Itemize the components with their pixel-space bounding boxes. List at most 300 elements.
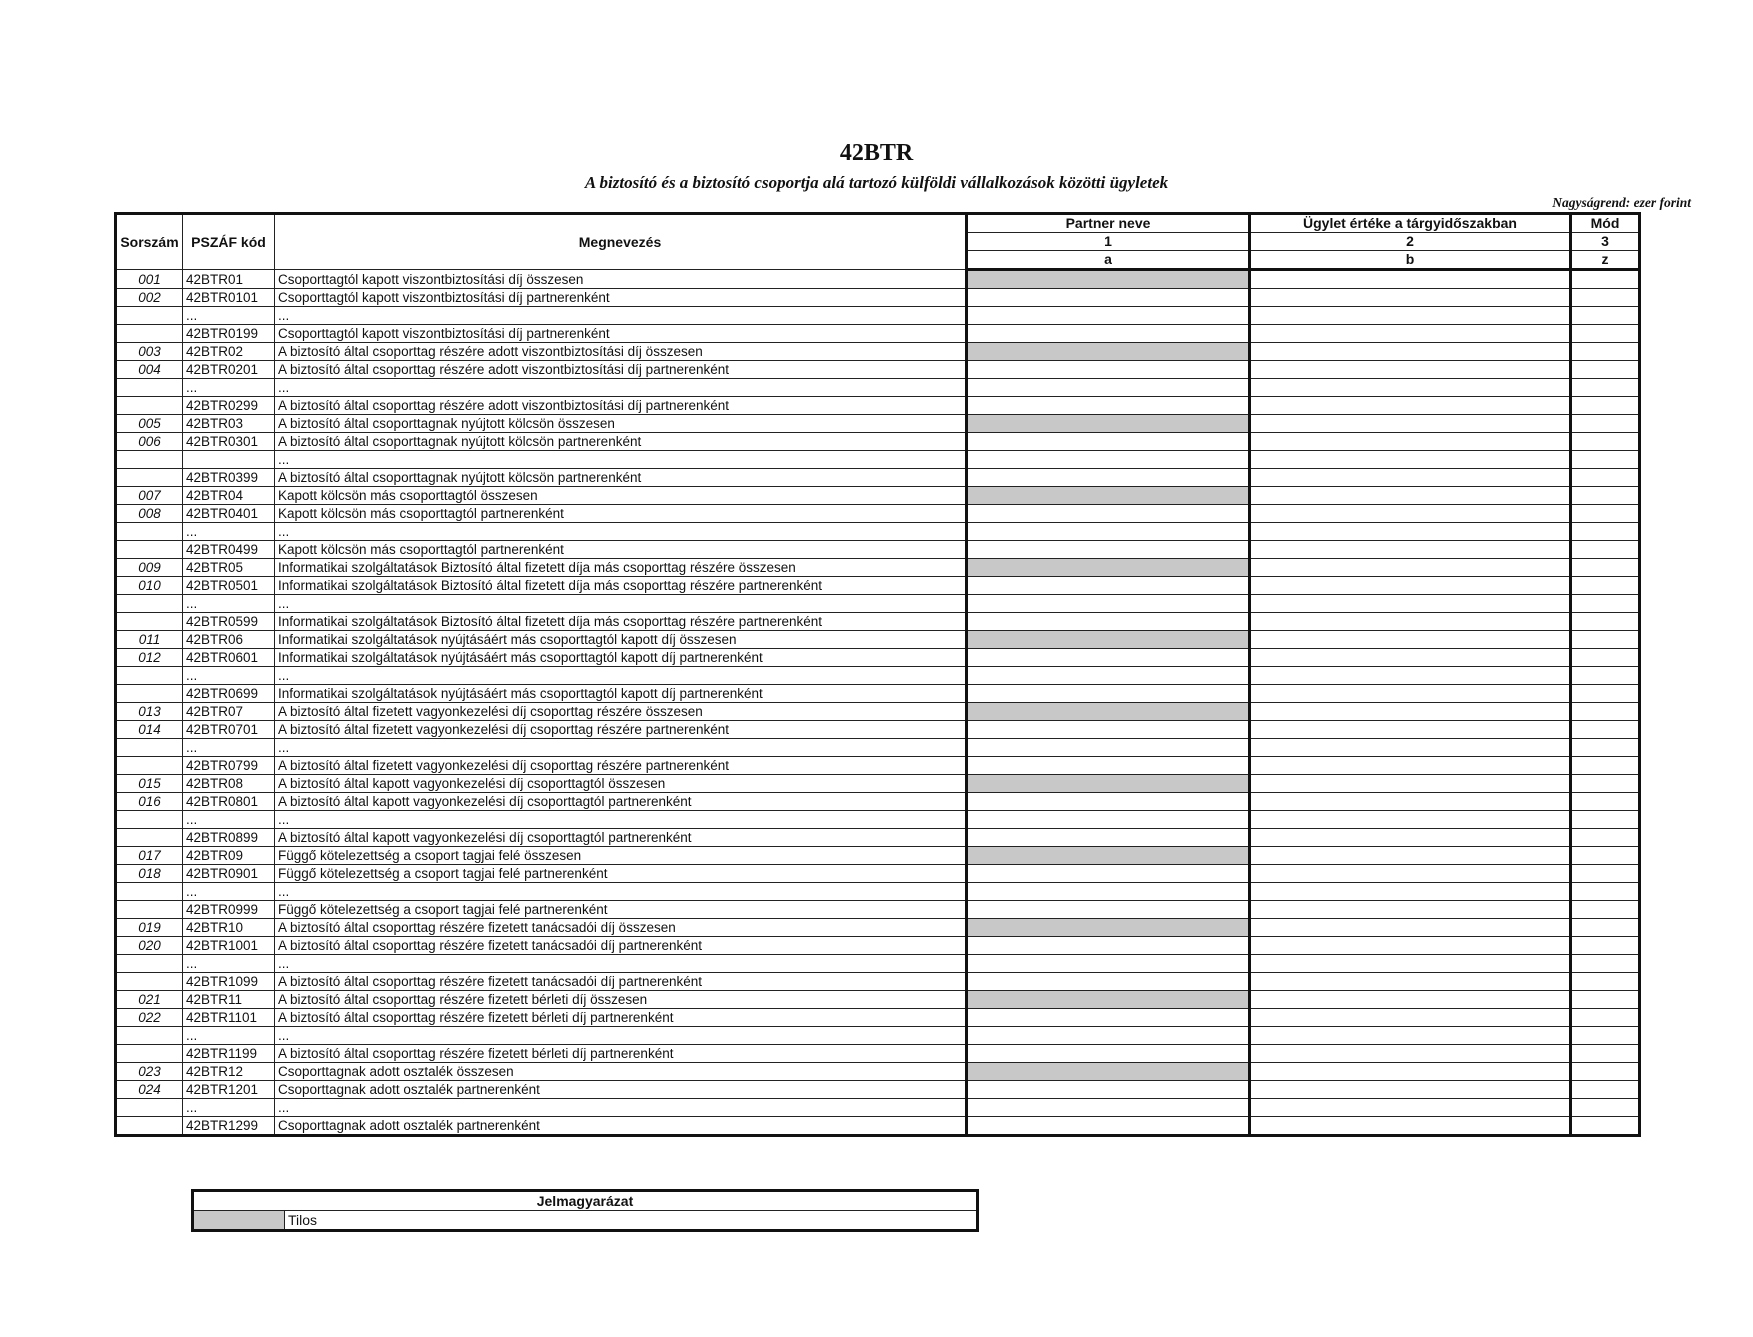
row-megnevezes: Függő kötelezettség a csoport tagjai felé partnerenként <box>275 865 967 883</box>
row-mod-cell[interactable] <box>1571 469 1640 487</box>
table-row <box>116 541 1640 559</box>
row-pszaf-kod: 42BTR1001 <box>183 937 275 955</box>
row-mod-cell[interactable] <box>1571 919 1640 937</box>
row-pszaf-kod: 42BTR10 <box>183 919 275 937</box>
row-partner-cell[interactable] <box>967 685 1250 703</box>
row-partner-cell-forbidden <box>967 991 1250 1009</box>
row-mod-cell[interactable] <box>1571 487 1640 505</box>
row-sorszam <box>116 595 183 613</box>
table-row <box>116 451 1640 469</box>
row-megnevezes: A biztosító által csoporttag részére adott viszontbiztosítási díj partnerenként <box>275 397 967 415</box>
row-mod-cell[interactable] <box>1571 757 1640 775</box>
row-value-cell[interactable] <box>1250 829 1571 847</box>
row-mod-cell[interactable] <box>1571 415 1640 433</box>
row-sorszam: 020 <box>116 937 183 955</box>
row-partner-cell-forbidden <box>967 1063 1250 1081</box>
row-partner-cell[interactable] <box>967 955 1250 973</box>
row-megnevezes: A biztosító által csoporttag részére fizetett bérleti díj partnerenként <box>275 1009 967 1027</box>
table-row <box>116 613 1640 631</box>
row-value-cell[interactable] <box>1250 505 1571 523</box>
row-value-cell[interactable] <box>1250 487 1571 505</box>
row-pszaf-kod: 42BTR0801 <box>183 793 275 811</box>
row-sorszam <box>116 955 183 973</box>
row-sorszam <box>116 325 183 343</box>
row-pszaf-kod: ... <box>183 307 275 325</box>
row-megnevezes: A biztosító által csoporttag részére adott viszontbiztosítási díj összesen <box>275 343 967 361</box>
row-sorszam <box>116 1027 183 1045</box>
row-mod-cell[interactable] <box>1571 1045 1640 1063</box>
row-value-cell[interactable] <box>1250 667 1571 685</box>
row-pszaf-kod: 42BTR0301 <box>183 433 275 451</box>
report-table <box>114 212 1641 1137</box>
row-value-cell[interactable] <box>1250 955 1571 973</box>
row-partner-cell-forbidden <box>967 919 1250 937</box>
row-partner-cell[interactable] <box>967 469 1250 487</box>
row-value-cell[interactable] <box>1250 703 1571 721</box>
header-col-num-2: 2 <box>1250 233 1571 251</box>
row-megnevezes: ... <box>275 667 967 685</box>
row-sorszam: 014 <box>116 721 183 739</box>
row-sorszam: 003 <box>116 343 183 361</box>
table-row <box>116 433 1640 451</box>
row-partner-cell[interactable] <box>967 757 1250 775</box>
row-value-cell[interactable] <box>1250 901 1571 919</box>
table-row <box>116 991 1640 1009</box>
header-col-num-3: 3 <box>1571 233 1640 251</box>
table-row <box>116 289 1640 307</box>
row-megnevezes: ... <box>275 1099 967 1117</box>
table-row <box>116 1009 1640 1027</box>
unit-note: Nagyságrend: ezer forint <box>1552 195 1691 210</box>
row-value-cell[interactable] <box>1250 559 1571 577</box>
table-row <box>116 955 1640 973</box>
row-mod-cell[interactable] <box>1571 937 1640 955</box>
row-sorszam: 012 <box>116 649 183 667</box>
row-partner-cell-forbidden <box>967 775 1250 793</box>
row-value-cell[interactable] <box>1250 919 1571 937</box>
row-mod-cell[interactable] <box>1571 1099 1640 1117</box>
header-partner-neve: Partner neve <box>967 214 1250 233</box>
row-mod-cell[interactable] <box>1571 721 1640 739</box>
row-value-cell[interactable] <box>1250 757 1571 775</box>
row-value-cell[interactable] <box>1250 739 1571 757</box>
row-mod-cell[interactable] <box>1571 1081 1640 1099</box>
row-megnevezes: Informatikai szolgáltatások nyújtásáért más csoporttagtól kapott díj partnerenként <box>275 649 967 667</box>
row-mod-cell[interactable] <box>1571 361 1640 379</box>
row-value-cell[interactable] <box>1250 415 1571 433</box>
row-partner-cell[interactable] <box>967 901 1250 919</box>
row-megnevezes: ... <box>275 811 967 829</box>
row-pszaf-kod: 42BTR1199 <box>183 1045 275 1063</box>
row-mod-cell[interactable] <box>1571 559 1640 577</box>
row-value-cell[interactable] <box>1250 307 1571 325</box>
row-mod-cell[interactable] <box>1571 865 1640 883</box>
row-mod-cell[interactable] <box>1571 1009 1640 1027</box>
row-value-cell[interactable] <box>1250 1045 1571 1063</box>
row-mod-cell[interactable] <box>1571 829 1640 847</box>
row-sorszam <box>116 469 183 487</box>
row-megnevezes: A biztosító által fizetett vagyonkezelési díj csoporttag részére partnerenként <box>275 757 967 775</box>
row-partner-cell[interactable] <box>967 1027 1250 1045</box>
header-sorszam: Sorszám <box>116 214 183 270</box>
row-mod-cell[interactable] <box>1571 523 1640 541</box>
row-pszaf-kod: 42BTR0899 <box>183 829 275 847</box>
row-mod-cell[interactable] <box>1571 433 1640 451</box>
legend-title: Jelmagyarázat <box>193 1191 978 1211</box>
row-pszaf-kod: ... <box>183 1099 275 1117</box>
row-megnevezes: A biztosító által kapott vagyonkezelési díj csoporttagtól partnerenként <box>275 793 967 811</box>
row-pszaf-kod: ... <box>183 739 275 757</box>
row-megnevezes: ... <box>275 379 967 397</box>
table-row <box>116 325 1640 343</box>
row-mod-cell[interactable] <box>1571 685 1640 703</box>
row-mod-cell[interactable] <box>1571 270 1640 289</box>
table-row <box>116 919 1640 937</box>
table-row <box>116 415 1640 433</box>
row-partner-cell[interactable] <box>967 451 1250 469</box>
table-row <box>116 883 1640 901</box>
table-row <box>116 901 1640 919</box>
row-mod-cell[interactable] <box>1571 847 1640 865</box>
row-mod-cell[interactable] <box>1571 505 1640 523</box>
row-pszaf-kod: ... <box>183 667 275 685</box>
row-pszaf-kod: 42BTR0601 <box>183 649 275 667</box>
row-megnevezes: Csoporttagtól kapott viszontbiztosítási díj partnerenként <box>275 289 967 307</box>
row-mod-cell[interactable] <box>1571 325 1640 343</box>
row-value-cell[interactable] <box>1250 973 1571 991</box>
row-sorszam: 001 <box>116 270 183 289</box>
row-mod-cell[interactable] <box>1571 631 1640 649</box>
row-mod-cell[interactable] <box>1571 775 1640 793</box>
row-value-cell[interactable] <box>1250 1009 1571 1027</box>
row-value-cell[interactable] <box>1250 991 1571 1009</box>
row-megnevezes: Kapott kölcsön más csoporttagtól összesen <box>275 487 967 505</box>
row-value-cell[interactable] <box>1250 1117 1571 1136</box>
row-partner-cell[interactable] <box>967 937 1250 955</box>
row-sorszam: 022 <box>116 1009 183 1027</box>
row-value-cell[interactable] <box>1250 361 1571 379</box>
table-row <box>116 811 1640 829</box>
row-partner-cell[interactable] <box>967 523 1250 541</box>
row-mod-cell[interactable] <box>1571 883 1640 901</box>
row-sorszam <box>116 397 183 415</box>
row-pszaf-kod: ... <box>183 811 275 829</box>
row-value-cell[interactable] <box>1250 379 1571 397</box>
row-pszaf-kod: 42BTR05 <box>183 559 275 577</box>
row-megnevezes: Csoporttagnak adott osztalék partnerenként <box>275 1081 967 1099</box>
row-megnevezes: A biztosító által csoporttag részére fizetett bérleti díj partnerenként <box>275 1045 967 1063</box>
row-pszaf-kod: ... <box>183 1027 275 1045</box>
row-partner-cell[interactable] <box>967 883 1250 901</box>
row-partner-cell[interactable] <box>967 1081 1250 1099</box>
table-row <box>116 739 1640 757</box>
row-pszaf-kod: 42BTR0799 <box>183 757 275 775</box>
row-sorszam: 005 <box>116 415 183 433</box>
table-row <box>116 1117 1640 1136</box>
row-pszaf-kod: 42BTR0201 <box>183 361 275 379</box>
row-mod-cell[interactable] <box>1571 595 1640 613</box>
row-pszaf-kod: ... <box>183 883 275 901</box>
row-partner-cell[interactable] <box>967 613 1250 631</box>
row-pszaf-kod: 42BTR0499 <box>183 541 275 559</box>
row-mod-cell[interactable] <box>1571 739 1640 757</box>
row-partner-cell-forbidden <box>967 847 1250 865</box>
row-value-cell[interactable] <box>1250 1027 1571 1045</box>
row-mod-cell[interactable] <box>1571 793 1640 811</box>
row-mod-cell[interactable] <box>1571 649 1640 667</box>
table-row <box>116 865 1640 883</box>
row-megnevezes: Csoporttagnak adott osztalék összesen <box>275 1063 967 1081</box>
row-partner-cell[interactable] <box>967 865 1250 883</box>
row-partner-cell[interactable] <box>967 1099 1250 1117</box>
table-row <box>116 1045 1640 1063</box>
header-ugylet-erteke: Ügylet értéke a tárgyidőszakban <box>1250 214 1571 233</box>
row-pszaf-kod: 42BTR0599 <box>183 613 275 631</box>
table-row <box>116 505 1640 523</box>
row-value-cell[interactable] <box>1250 721 1571 739</box>
header-col-letter-z: z <box>1571 251 1640 270</box>
row-megnevezes: A biztosító által kapott vagyonkezelési díj csoporttagtól partnerenként <box>275 829 967 847</box>
row-pszaf-kod: 42BTR02 <box>183 343 275 361</box>
row-sorszam: 018 <box>116 865 183 883</box>
legend-label-tilos: Tilos <box>285 1211 978 1231</box>
row-sorszam: 010 <box>116 577 183 595</box>
row-value-cell[interactable] <box>1250 631 1571 649</box>
row-megnevezes: A biztosító által csoporttagnak nyújtott kölcsön összesen <box>275 415 967 433</box>
row-value-cell[interactable] <box>1250 595 1571 613</box>
row-megnevezes: Csoporttagtól kapott viszontbiztosítási díj partnerenként <box>275 325 967 343</box>
row-value-cell[interactable] <box>1250 1081 1571 1099</box>
row-value-cell[interactable] <box>1250 649 1571 667</box>
row-value-cell[interactable] <box>1250 793 1571 811</box>
legend-swatch-gray <box>193 1211 285 1231</box>
row-sorszam <box>116 883 183 901</box>
row-megnevezes: Függő kötelezettség a csoport tagjai felé összesen <box>275 847 967 865</box>
row-sorszam: 019 <box>116 919 183 937</box>
row-pszaf-kod: 42BTR0399 <box>183 469 275 487</box>
row-value-cell[interactable] <box>1250 811 1571 829</box>
row-value-cell[interactable] <box>1250 1099 1571 1117</box>
row-sorszam <box>116 667 183 685</box>
row-megnevezes: Csoporttagnak adott osztalék partnerenként <box>275 1117 967 1136</box>
legend-table <box>191 1189 979 1232</box>
row-sorszam <box>116 1099 183 1117</box>
row-pszaf-kod: 42BTR0501 <box>183 577 275 595</box>
row-mod-cell[interactable] <box>1571 343 1640 361</box>
row-pszaf-kod: 42BTR0701 <box>183 721 275 739</box>
row-sorszam <box>116 757 183 775</box>
row-value-cell[interactable] <box>1250 577 1571 595</box>
row-megnevezes: A biztosító által fizetett vagyonkezelési díj csoporttag részére összesen <box>275 703 967 721</box>
row-mod-cell[interactable] <box>1571 901 1640 919</box>
row-partner-cell[interactable] <box>967 721 1250 739</box>
row-pszaf-kod: 42BTR0901 <box>183 865 275 883</box>
table-row <box>116 307 1640 325</box>
row-pszaf-kod: 42BTR07 <box>183 703 275 721</box>
row-mod-cell[interactable] <box>1571 1117 1640 1136</box>
row-partner-cell[interactable] <box>967 739 1250 757</box>
row-value-cell[interactable] <box>1250 469 1571 487</box>
row-mod-cell[interactable] <box>1571 991 1640 1009</box>
row-partner-cell[interactable] <box>967 973 1250 991</box>
table-row <box>116 721 1640 739</box>
row-value-cell[interactable] <box>1250 523 1571 541</box>
row-value-cell[interactable] <box>1250 613 1571 631</box>
row-pszaf-kod: 42BTR0199 <box>183 325 275 343</box>
row-mod-cell[interactable] <box>1571 667 1640 685</box>
row-sorszam <box>116 523 183 541</box>
row-mod-cell[interactable] <box>1571 397 1640 415</box>
row-megnevezes: Csoporttagtól kapott viszontbiztosítási díj összesen <box>275 270 967 289</box>
row-mod-cell[interactable] <box>1571 379 1640 397</box>
row-partner-cell[interactable] <box>967 325 1250 343</box>
row-pszaf-kod: 42BTR1101 <box>183 1009 275 1027</box>
row-partner-cell[interactable] <box>967 397 1250 415</box>
table-row <box>116 649 1640 667</box>
row-mod-cell[interactable] <box>1571 613 1640 631</box>
table-row <box>116 667 1640 685</box>
row-megnevezes: A biztosító által csoporttag részére adott viszontbiztosítási díj partnerenként <box>275 361 967 379</box>
row-megnevezes: Informatikai szolgáltatások Biztosító által fizetett díja más csoporttag részére partnerenként <box>275 613 967 631</box>
row-sorszam: 011 <box>116 631 183 649</box>
row-partner-cell[interactable] <box>967 577 1250 595</box>
row-partner-cell-forbidden <box>967 343 1250 361</box>
row-value-cell[interactable] <box>1250 847 1571 865</box>
table-row <box>116 523 1640 541</box>
page-subtitle: A biztosító és a biztosító csoportja alá tartozó külföldi vállalkozások közötti ügyletek <box>584 173 1169 192</box>
table-row <box>116 1027 1640 1045</box>
row-megnevezes: A biztosító által kapott vagyonkezelési díj csoporttagtól összesen <box>275 775 967 793</box>
row-sorszam: 013 <box>116 703 183 721</box>
table-row <box>116 847 1640 865</box>
row-partner-cell[interactable] <box>967 379 1250 397</box>
row-value-cell[interactable] <box>1250 433 1571 451</box>
table-row <box>116 577 1640 595</box>
row-megnevezes: A biztosító által csoporttagnak nyújtott kölcsön partnerenként <box>275 433 967 451</box>
row-megnevezes: ... <box>275 451 967 469</box>
row-value-cell[interactable] <box>1250 865 1571 883</box>
row-megnevezes: ... <box>275 1027 967 1045</box>
row-partner-cell[interactable] <box>967 793 1250 811</box>
row-sorszam <box>116 613 183 631</box>
row-mod-cell[interactable] <box>1571 541 1640 559</box>
table-row <box>116 1063 1640 1081</box>
table-row <box>116 793 1640 811</box>
row-megnevezes: A biztosító által csoporttag részére fizetett tanácsadói díj partnerenként <box>275 973 967 991</box>
row-megnevezes: A biztosító által fizetett vagyonkezelési díj csoporttag részére partnerenként <box>275 721 967 739</box>
row-pszaf-kod: 42BTR06 <box>183 631 275 649</box>
table-row <box>116 343 1640 361</box>
row-partner-cell[interactable] <box>967 541 1250 559</box>
row-partner-cell[interactable] <box>967 433 1250 451</box>
header-mod: Mód <box>1571 214 1640 233</box>
row-value-cell[interactable] <box>1250 685 1571 703</box>
table-row <box>116 361 1640 379</box>
row-mod-cell[interactable] <box>1571 577 1640 595</box>
table-row <box>116 559 1640 577</box>
row-partner-cell[interactable] <box>967 1009 1250 1027</box>
row-mod-cell[interactable] <box>1571 811 1640 829</box>
row-megnevezes: Informatikai szolgáltatások nyújtásáért más csoporttagtól kapott díj összesen <box>275 631 967 649</box>
row-pszaf-kod: ... <box>183 955 275 973</box>
row-partner-cell[interactable] <box>967 307 1250 325</box>
header-col-num-1: 1 <box>967 233 1250 251</box>
row-megnevezes: Informatikai szolgáltatások Biztosító által fizetett díja más csoporttag részére partnerenként <box>275 577 967 595</box>
row-mod-cell[interactable] <box>1571 703 1640 721</box>
table-row <box>116 685 1640 703</box>
table-row <box>116 829 1640 847</box>
row-partner-cell[interactable] <box>967 829 1250 847</box>
row-mod-cell[interactable] <box>1571 1063 1640 1081</box>
row-value-cell[interactable] <box>1250 1063 1571 1081</box>
row-value-cell[interactable] <box>1250 343 1571 361</box>
table-row <box>116 973 1640 991</box>
row-value-cell[interactable] <box>1250 397 1571 415</box>
row-partner-cell-forbidden <box>967 415 1250 433</box>
row-sorszam: 015 <box>116 775 183 793</box>
row-partner-cell-forbidden <box>967 270 1250 289</box>
row-megnevezes: Informatikai szolgáltatások Biztosító által fizetett díja más csoporttag részére összesen <box>275 559 967 577</box>
row-sorszam <box>116 541 183 559</box>
row-value-cell[interactable] <box>1250 883 1571 901</box>
row-sorszam <box>116 901 183 919</box>
row-partner-cell[interactable] <box>967 667 1250 685</box>
row-value-cell[interactable] <box>1250 775 1571 793</box>
row-pszaf-kod: 42BTR1201 <box>183 1081 275 1099</box>
header-pszaf-kod: PSZÁF kód <box>183 214 275 270</box>
table-row <box>116 757 1640 775</box>
row-mod-cell[interactable] <box>1571 955 1640 973</box>
header-col-letter-b: b <box>1250 251 1571 270</box>
row-partner-cell[interactable] <box>967 361 1250 379</box>
row-value-cell[interactable] <box>1250 937 1571 955</box>
row-partner-cell[interactable] <box>967 505 1250 523</box>
row-value-cell[interactable] <box>1250 325 1571 343</box>
row-sorszam: 008 <box>116 505 183 523</box>
row-megnevezes: A biztosító által csoporttag részére fizetett tanácsadói díj összesen <box>275 919 967 937</box>
row-partner-cell[interactable] <box>967 595 1250 613</box>
row-megnevezes: Informatikai szolgáltatások nyújtásáért más csoporttagtól kapott díj partnerenként <box>275 685 967 703</box>
row-pszaf-kod: 42BTR09 <box>183 847 275 865</box>
row-value-cell[interactable] <box>1250 451 1571 469</box>
row-sorszam: 017 <box>116 847 183 865</box>
row-pszaf-kod: 42BTR04 <box>183 487 275 505</box>
row-sorszam: 024 <box>116 1081 183 1099</box>
row-sorszam <box>116 379 183 397</box>
row-value-cell[interactable] <box>1250 289 1571 307</box>
row-value-cell[interactable] <box>1250 541 1571 559</box>
table-row <box>116 937 1640 955</box>
table-row <box>116 595 1640 613</box>
table-body <box>116 270 1640 1136</box>
row-mod-cell[interactable] <box>1571 451 1640 469</box>
row-mod-cell[interactable] <box>1571 973 1640 991</box>
row-mod-cell[interactable] <box>1571 289 1640 307</box>
table-row <box>116 469 1640 487</box>
row-partner-cell[interactable] <box>967 649 1250 667</box>
row-mod-cell[interactable] <box>1571 307 1640 325</box>
row-partner-cell[interactable] <box>967 1045 1250 1063</box>
row-partner-cell[interactable] <box>967 811 1250 829</box>
row-pszaf-kod: 42BTR0401 <box>183 505 275 523</box>
row-value-cell[interactable] <box>1250 270 1571 289</box>
row-partner-cell[interactable] <box>967 1117 1250 1136</box>
header-col-letter-a: a <box>967 251 1250 270</box>
row-pszaf-kod: ... <box>183 595 275 613</box>
row-partner-cell[interactable] <box>967 289 1250 307</box>
row-mod-cell[interactable] <box>1571 1027 1640 1045</box>
row-sorszam <box>116 829 183 847</box>
